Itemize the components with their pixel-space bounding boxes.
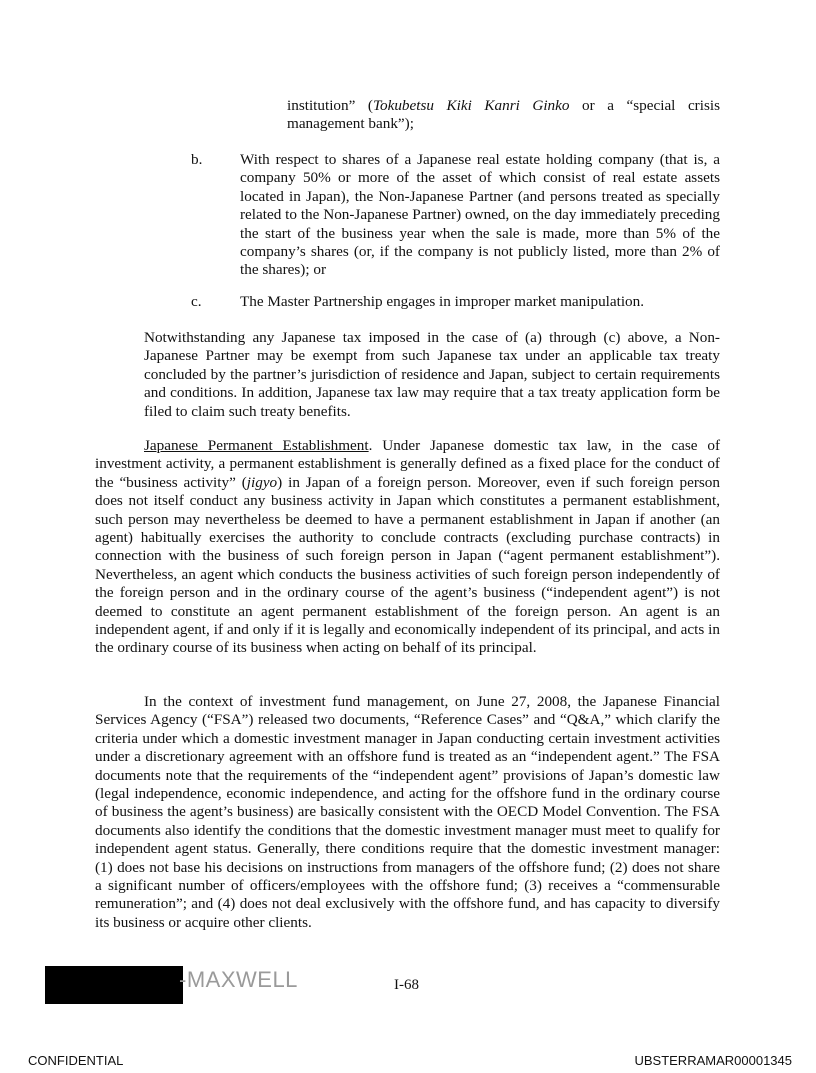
paragraph-fsa: In the context of investment fund management, on June 27, 2008, the Japanese Financial Services Agency (“FSA”) released two documents, “Reference Cases” and “Q&A,” which clarify the criteria under which a domestic investment manager in Japan conducting certain investment activities under a discretionary agreement with an offshore fund is treated as an “independent agent.” The FSA documents note that the requirements of the “independent agent” provisions of Japan’s domestic law (legal independence, economic independence, and acting for the offshore fund in the ordinary course of business the agent’s business) are basically consistent with the OECD Model Convention. The FSA documents also identify the conditions that the domestic investment manager must meet to qualify for independent agent status. Generally, there conditions require that the domestic investment manager: (1) does not base his decisions on instructions from managers of the offshore fund; (2) does not share a significant number of officers/employees with the offshore fund; (3) receives a “commensurable remuneration”; and (4) does not deal exclusively with the offshore fund, and has capacity to diversify its business or acquire other clients. — [95, 693, 720, 931]
paragraph-permanent-establishment — [95, 437, 720, 658]
item-b-letter: b. — [191, 151, 203, 168]
pe-rest: ) in Japan of a foreign person. Moreover, even if such foreign person does not itself conduct any business activity in Japan which constitutes a permanent establishment, such person may nevertheless be deemed to have a permanent establishment in Japan if another (an agent) habitually exercises the authority to conclude contracts (excluding purchase contracts) in connection with the business of such foreign person in Japan (“agent permanent establishment”). Nevertheless, an agent which conducts the business activities of such foreign person independently of the foreign person and in the ordinary course of the agent’s business (“independent agent”) is not deemed to constitute an agent permanent establishment of the foreign person. An agent is an independent agent, if and only if it is legally and economically independent of its principal, and acts in the ordinary course of its business when acting on behalf of its principal. — [95, 473, 720, 657]
paragraph-notwithstanding: Notwithstanding any Japanese tax imposed in the case of (a) through (c) above, a Non-Japanese Partner may be exempt from such Japanese tax under an applicable tax treaty concluded by the partner’s jurisdiction of residence and Japan, subject to certain requirements and conditions. In addition, Japanese tax law may require that a tax treaty application form be filed to claim such treaty benefits. — [144, 329, 720, 420]
item-a-pre: institution” ( — [287, 97, 373, 114]
item-c-letter: c. — [191, 293, 202, 310]
item-c-text: The Master Partnership engages in improper market manipulation. — [240, 293, 645, 310]
pe-after-heading: . Under Japanese domestic tax law, in the case of investment activity, a permanent establishment is generally defined as a fixed place for the conduct of the “business activity” ( — [95, 437, 721, 491]
confidential-label: CONFIDENTIAL — [28, 1053, 124, 1068]
item-a-continuation — [287, 97, 720, 134]
pe-italic-term: jigyo — [246, 473, 278, 491]
item-b-text: With respect to shares of a Japanese real estate holding company (that is, a company 50% or more of the asset of which consist of real estate assets located in Japan), the Non-Japanese Partner (and persons treated as specially related to the Non-Japanese Partner) owned, on the day immediately preceding the start of the business year when the sale is made, more than 5% of the company’s shares (or, if the company is not publicly listed, more than 2% of the shares); or — [240, 151, 720, 279]
maxwell-stamp: -MAXWELL — [179, 967, 298, 992]
redaction-box — [45, 966, 183, 1004]
page-number: I-68 — [394, 977, 419, 993]
item-a-post: or a “special crisis management bank”); — [287, 97, 720, 133]
pe-heading: Japanese Permanent Establishment — [144, 437, 369, 454]
bates-number: UBSTERRAMAR00001345 — [634, 1053, 792, 1068]
item-a-italic: Tokubetsu Kiki Kanri Ginko — [372, 97, 570, 114]
